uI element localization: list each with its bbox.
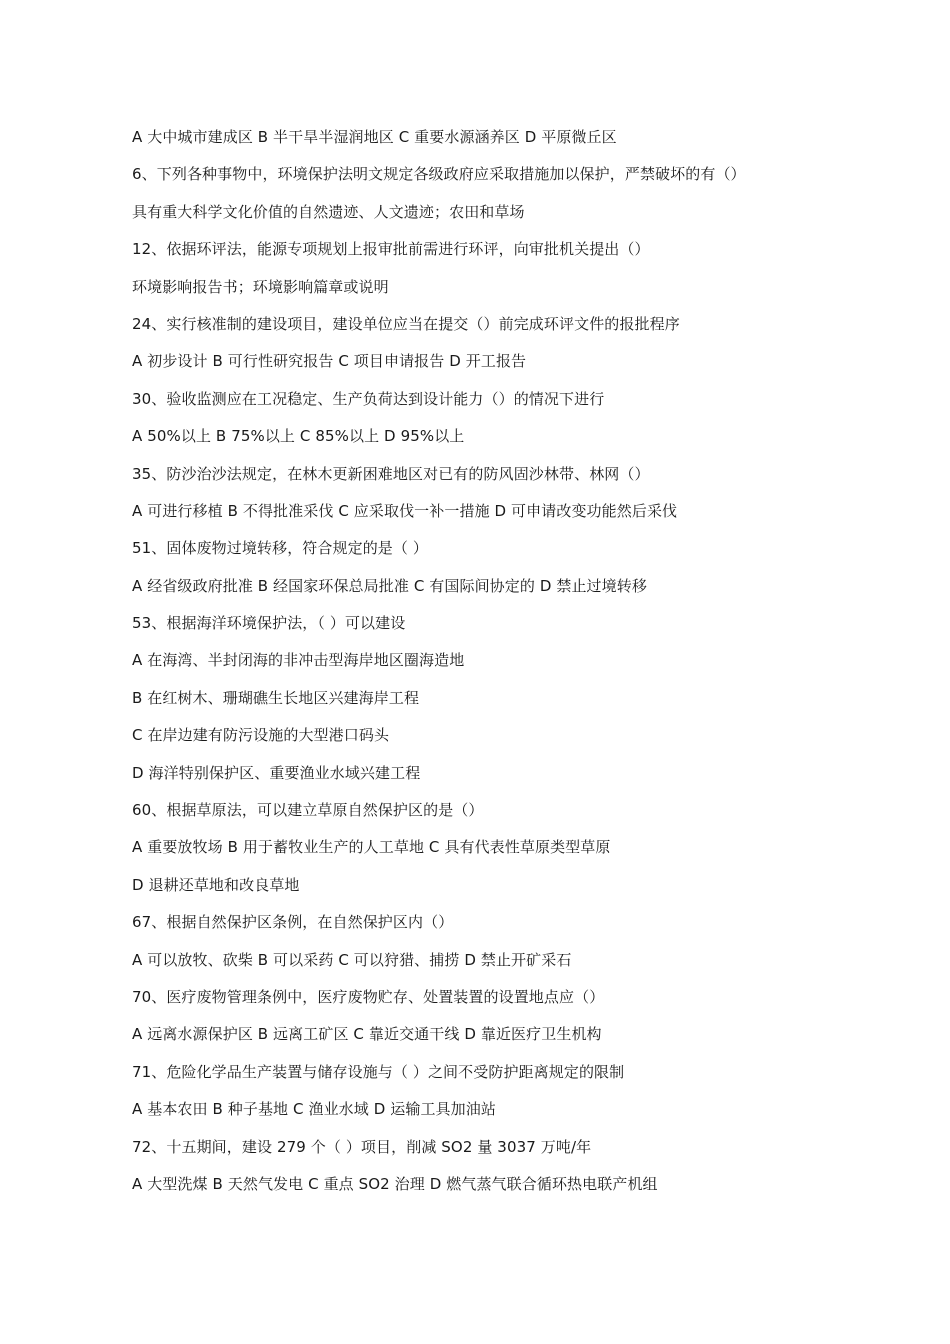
options-line: A 重要放牧场 B 用于蓄牧业生产的人工草地 C 具有代表性草原类型草原 (132, 838, 611, 857)
question-line: 30、验收监测应在工况稳定、生产负荷达到设计能力（）的情况下进行 (132, 389, 605, 408)
text-line: A 大中城市建成区 B 半干旱半湿润地区 C 重要水源涵养区 D 平原微丘区 (132, 128, 617, 146)
answer-line: 环境影响报告书；环境影响篇章或说明 (132, 277, 389, 296)
options-line: A 大型洗煤 B 天然气发电 C 重点 SO2 治理 D 燃气蒸气联合循环热电联产机组 (132, 1174, 658, 1193)
options-line: A 基本农田 B 种子基地 C 渔业水域 D 运输工具加油站 (132, 1100, 496, 1119)
document-body (132, 125, 832, 1209)
question-line: 70、医疗废物管理条例中，医疗废物贮存、处置装置的设置地点应（） (132, 987, 605, 1006)
question-line: 6、下列各种事物中，环境保护法明文规定各级政府应采取措施加以保护，严禁破坏的有（） (132, 165, 746, 184)
option-line: B 在红树木、珊瑚礁生长地区兴建海岸工程 (132, 688, 420, 707)
option-line: C 在岸边建有防污设施的大型港口码头 (132, 726, 390, 745)
question-line: 67、根据自然保护区条例，在自然保护区内（） (132, 913, 454, 932)
question-line: 53、根据海洋环境保护法，（ ）可以建设 (132, 614, 406, 633)
question-line: 35、防沙治沙法规定，在林木更新困难地区对已有的防风固沙林带、林网（） (132, 464, 650, 483)
options-line: A 50%以上 B 75%以上 C 85%以上 D 95%以上 (132, 427, 465, 446)
question-line: 24、实行核准制的建设项目，建设单位应当在提交（）前完成环评文件的报批程序 (132, 314, 680, 333)
options-line: A 经省级政府批准 B 经国家环保总局批准 C 有国际间协定的 D 禁止过境转移 (132, 576, 647, 595)
options-line: A 可进行移植 B 不得批准采伐 C 应采取伐一补一措施 D 可申请改变功能然后采伐 (132, 501, 678, 520)
question-line: 71、危险化学品生产装置与储存设施与（ ）之间不受防护距离规定的限制 (132, 1062, 625, 1081)
option-line: D 海洋特别保护区、重要渔业水域兴建工程 (132, 763, 421, 782)
question-line: 60、根据草原法，可以建立草原自然保护区的是（） (132, 801, 484, 820)
option-line: A 在海湾、半封闭海的非冲击型海岸地区圈海造地 (132, 651, 465, 670)
option-line: D 退耕还草地和改良草地 (132, 875, 300, 894)
options-line: A 初步设计 B 可行性研究报告 C 项目申请报告 D 开工报告 (132, 352, 527, 371)
question-line: 51、固体废物过境转移，符合规定的是（ ） (132, 539, 428, 558)
options-line: A 可以放牧、砍柴 B 可以采药 C 可以狩猎、捕捞 D 禁止开矿采石 (132, 950, 572, 969)
question-line: 72、十五期间，建设 279 个（ ）项目，削减 SO2 量 3037 万吨/年 (132, 1137, 592, 1156)
question-line: 12、依据环评法，能源专项规划上报审批前需进行环评，向审批机关提出（） (132, 240, 650, 259)
answer-line: 具有重大科学文化价值的自然遗迹、人文遗迹；农田和草场 (132, 202, 525, 221)
options-line: A 远离水源保护区 B 远离工矿区 C 靠近交通干线 D 靠近医疗卫生机构 (132, 1025, 602, 1044)
